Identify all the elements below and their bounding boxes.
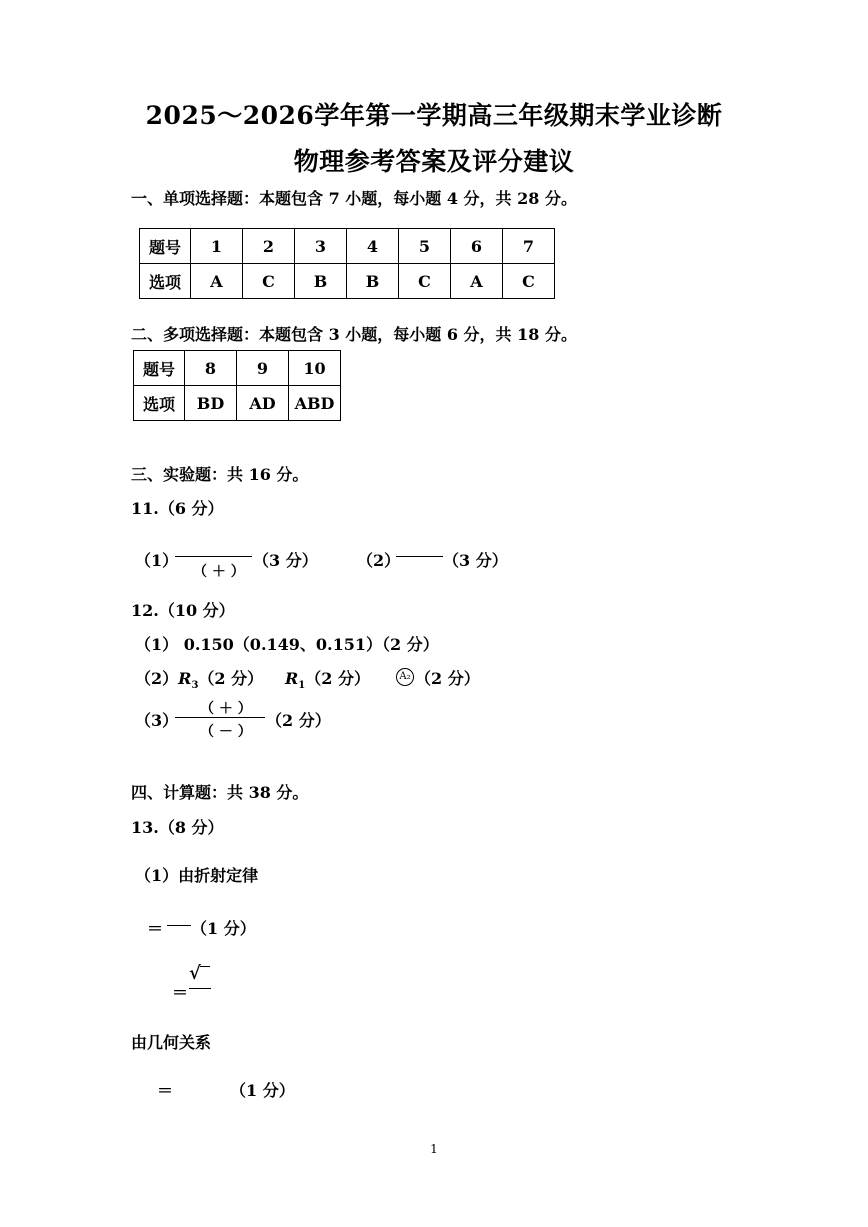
q13-geometry-text: 由几何关系 [131, 1033, 212, 1052]
section1-heading: 一、单项选择题：本题包含 7 小题，每小题 4 分，共 28 分。 [131, 189, 577, 208]
q13-eq2-fraction-bar [189, 988, 211, 989]
q12-meter-score: （2 分） [415, 669, 480, 688]
single-choice-answer-table [139, 228, 555, 299]
table-row [134, 386, 341, 421]
question-number: 4 [347, 229, 399, 264]
q13-eq3-score: （1 分） [230, 1081, 295, 1100]
row-label-question: 题号 [134, 351, 185, 386]
q12-part3-denominator: （ － ） [200, 724, 252, 740]
q11-fraction-bar [175, 556, 252, 557]
q11-part1-denominator: （ ＋ ） [193, 564, 245, 580]
multiple-choice-answer-table [133, 350, 341, 421]
square-root-overline [200, 966, 210, 967]
q11-part2-label: （2） [357, 551, 401, 570]
page-number: 1 [430, 1142, 438, 1156]
q13-eq2-equals: ＝ [172, 983, 189, 1002]
question-number: 6 [451, 229, 503, 264]
q11-header: 11.（6 分） [131, 499, 224, 518]
q12-header: 12.（10 分） [131, 601, 235, 620]
question-number: 7 [503, 229, 555, 264]
square-root-icon: √ [189, 963, 201, 984]
q12-part3-score: （2 分） [266, 711, 331, 730]
answer-cell: BD [185, 386, 237, 421]
question-number: 3 [295, 229, 347, 264]
ammeter-a2-icon: A₂ [396, 668, 414, 686]
q11-part1-score: （3 分） [253, 551, 318, 570]
section3-heading: 三、实验题：共 16 分。 [131, 465, 309, 484]
section2-heading: 二、多项选择题：本题包含 3 小题，每小题 6 分，共 18 分。 [131, 325, 577, 344]
q13-part1: （1）由折射定律 [135, 866, 259, 885]
row-label-answer: 选项 [140, 264, 191, 299]
q12-r1-symbol: R [285, 669, 299, 688]
document-subtitle: 物理参考答案及评分建议 [293, 147, 575, 176]
question-number: 1 [191, 229, 243, 264]
q11-part1-label: （1） [135, 551, 179, 570]
answer-cell: C [399, 264, 451, 299]
q12-part3-numerator: （ ＋ ） [200, 701, 252, 717]
q13-eq1-score: （1 分） [191, 919, 256, 938]
question-number: 9 [237, 351, 289, 386]
q13-eq3-equals: ＝ [157, 1081, 174, 1100]
q12-part3-label: （3） [135, 711, 179, 730]
answer-cell: C [503, 264, 555, 299]
answer-cell: B [347, 264, 399, 299]
question-number: 5 [399, 229, 451, 264]
q12-r3-score: （2 分） [198, 669, 264, 688]
answer-cell: ABD [289, 386, 341, 421]
q11-part2-score: （3 分） [443, 551, 508, 570]
q12-r1 [285, 666, 370, 691]
q12-r1-subscript: 1 [298, 680, 306, 692]
q12-fraction-bar [175, 717, 265, 718]
row-label-answer: 选项 [134, 386, 185, 421]
answer-cell: C [243, 264, 295, 299]
answer-cell: A [191, 264, 243, 299]
q13-eq1-equals: ＝ [147, 919, 164, 938]
q12-part2 [135, 666, 263, 691]
q13-eq1-fraction-bar [167, 925, 191, 926]
table-row [140, 264, 555, 299]
answer-cell: AD [237, 386, 289, 421]
q11-fraction-bar-2 [396, 556, 443, 557]
q12-part2-label: （2） [135, 669, 179, 688]
q12-r1-score: （2 分） [305, 669, 370, 688]
question-number: 10 [289, 351, 341, 386]
q13-header: 13.（8 分） [131, 818, 224, 837]
q12-r3-symbol: R [178, 669, 192, 688]
answer-cell: B [295, 264, 347, 299]
question-number: 2 [243, 229, 295, 264]
q12-part1: （1） 0.150（0.149、0.151）（2 分） [135, 635, 439, 654]
table-row [134, 351, 341, 386]
answer-cell: A [451, 264, 503, 299]
q12-r3-subscript: 3 [191, 680, 199, 692]
row-label-question: 题号 [140, 229, 191, 264]
table-row [140, 229, 555, 264]
document-title: 2025～2026学年第一学期高三年级期末学业诊断 [145, 101, 723, 130]
section4-heading: 四、计算题：共 38 分。 [131, 783, 309, 802]
question-number: 8 [185, 351, 237, 386]
